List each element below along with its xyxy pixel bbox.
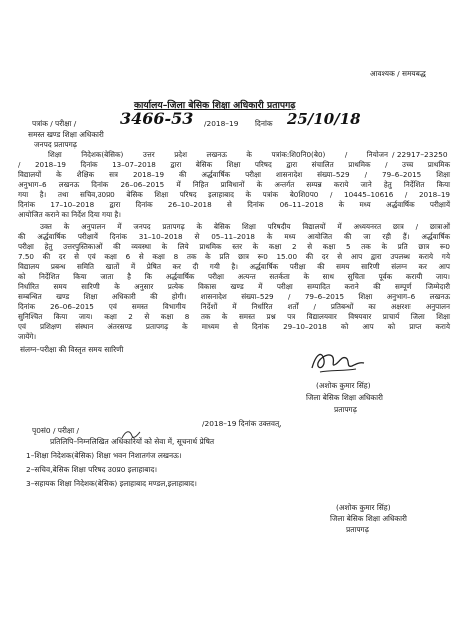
- para2-line: परीक्षा हेतु उत्तरपुस्तिकाओं की व्यवस्था के लिये प्राथमिक स्तर के कक्षा 2 से कक्षा 5 तक के प्रति छात्र रू0: [18, 242, 450, 251]
- session-prefix: /2018–19: [204, 119, 239, 128]
- para1-line: आयोजित कराने का निर्देश दिया गया है।: [18, 210, 121, 219]
- para2-line: सम्बन्धित खण्ड शिक्षा अधिकारी की होगी। शासनादेश संख्या–529 / 79–6–2015 शिक्षा अनुभाग–6 लखनऊ: [18, 292, 450, 301]
- para2-line: एवं प्रशिक्षण संस्थान अंतरसण्ड प्रतापगढ़ के माध्यम से दिनांक 29–10–2018 को आप को प्राप्त कराये: [18, 322, 450, 331]
- para1-line: / 2018–19 दिनांक 13–07–2018 द्वारा बेसिक शिक्षा परिषद द्वारा संचालित प्राथमिक / उच्च प्राथमिक: [18, 160, 450, 169]
- para1-line: शिक्षा निदेशक(बेसिक) उत्तर प्रदेश लखनऊ के पत्रांक:शि0नि0(बे0) / नियोजन: [48, 150, 388, 159]
- copy-reference-date: /2018–19 दिनांक उक्तवत्,: [202, 419, 282, 428]
- signatory-1-name: (अशोक कुमार सिंह): [316, 381, 371, 390]
- enclosure-note: संलग्न–परीक्षा की विस्तृत समय सारिणी: [20, 345, 124, 354]
- para2-line: की अर्द्धवार्षिक परीक्षायें दिनांक 31–10–2018 से 05–11–2018 के मध्य आयोजित की जा रही हैं। अर्द्धवार्षिक: [18, 232, 450, 241]
- para2-line: विद्यालय प्रबन्ध समिति खातों में प्रेषित कर दी गयी है। अर्द्धवार्षिक परीक्षा की समय सारिणी संलग्न कर आप: [18, 262, 450, 271]
- para2-line: दिनांक 26–06–2015 एवं समस्त विभागीय निर्देशों में निर्धारित शर्तों / प्रतिबन्धों का अक्षरशः अनुपालन: [18, 302, 450, 311]
- copy-recipient: 3–सहायक शिक्षा निदेशक(बेसिक) इलाहाबाद मण्डल,इलाहाबाद।: [26, 479, 197, 488]
- office-title: कार्यालय–जिला बेसिक शिक्षा अधिकारी प्रतापगढ़: [134, 100, 296, 111]
- signature-1: [306, 346, 368, 376]
- patrank-label: पत्रांक / परीक्षा /: [32, 119, 77, 128]
- handwritten-mark: [120, 428, 142, 442]
- handwritten-date: 25/10/18: [287, 110, 361, 128]
- reference-right: / 22917–23250: [392, 150, 448, 159]
- signatory-2-name: (अशोक कुमार सिंह): [336, 503, 391, 512]
- para2-line: 7.50 की दर से एवं कक्षा 6 से कक्षा 8 तक के प्रति छात्र रू0 15.00 की दर से आप द्वारा उपलब्ध कराये गये: [18, 252, 450, 261]
- copy-recipient: 1–शिक्षा निदेशक(बेसिक) शिक्षा भवन निशातगंज लखनऊ।: [26, 451, 182, 460]
- para1-line: विद्यालयों के शैक्षिक सत्र 2018–19 की अर्द्धवार्षिक परीक्षा शासनादेश संख्या–529 / 79–6–2015 शिक्षा: [18, 170, 450, 179]
- para2-line: जायेंगे।: [18, 332, 37, 341]
- para2-line: को निर्देशित किया जाता है कि अर्द्धवार्षिक परीक्षा अत्यन्त सतर्कता के साथ सुचिता पूर्वक करायी जाय।: [18, 272, 450, 281]
- copy-intro: प्रतिलिपि–निम्नलिखित अधिकारियों को सेवा में, सूचनार्थ प्रेषित: [50, 437, 215, 446]
- copy-recipient: 2–सचिव,बेसिक शिक्षा परिषद उ0प्र0 इलाहाबाद।: [26, 465, 158, 474]
- para2-line: उक्त के अनुपालन में जनपद प्रतापगढ़ के बेसिक शिक्षा परिषदीय विद्यालयों में अध्ययनरत छात्र / छात्राओं: [40, 222, 450, 231]
- para1-line: गया है। तथा सचिव,उ0प्र0 बेसिक शिक्षा परिषद इलाहाबाद के पत्रांक बे0शि0प0 / 10445–10616 / 2018–19: [18, 190, 450, 199]
- signatory-2-title: जिला बेसिक शिक्षा अधिकारी: [330, 514, 407, 523]
- para2-line: सुनिश्चित किया जाय। कक्षा 2 से कक्षा 8 तक के समस्त प्रश्न पत्र विद्यालयवार विषयवार प्राचार्य जिला शिक्षा: [18, 312, 450, 321]
- urgent-label: आवश्यक / समयबद्ध: [370, 69, 426, 78]
- para1-line: दिनांक 17–10–2018 द्वारा दिनांक 26–10–2018 से दिनांक 06–11–2018 के मध्य अर्द्धवार्षिक परीक्षायें: [18, 200, 450, 209]
- date-label: दिनांक: [255, 119, 273, 128]
- signatory-1-title: जिला बेसिक शिक्षा अधिकारी: [306, 393, 383, 402]
- copy-reference: पृ0सं0 / परीक्षा /: [32, 426, 79, 435]
- addressee-line-2: जनपद प्रतापगढ़: [34, 140, 77, 149]
- signatory-2-place: प्रतापगढ़: [346, 525, 369, 534]
- handwritten-letter-number: 3466-53: [120, 109, 194, 128]
- signatory-1-place: प्रतापगढ़: [334, 405, 357, 414]
- para1-line: अनुभाग–6 लखनऊ दिनांक 26–06–2015 में निहित प्राविधानों के अन्तर्गत सम्पन्न कराये जाने हेतु निर्देशित किया: [18, 180, 450, 189]
- addressee-line-1: समस्त खण्ड शिक्षा अधिकारी: [28, 130, 104, 139]
- para2-line: निर्धारित समय सारिणी के अनुसार प्रत्येक विकास खण्ड में परीक्षा सम्पादित कराने की सम्पूर्ण जिम्मेदारी: [18, 282, 450, 291]
